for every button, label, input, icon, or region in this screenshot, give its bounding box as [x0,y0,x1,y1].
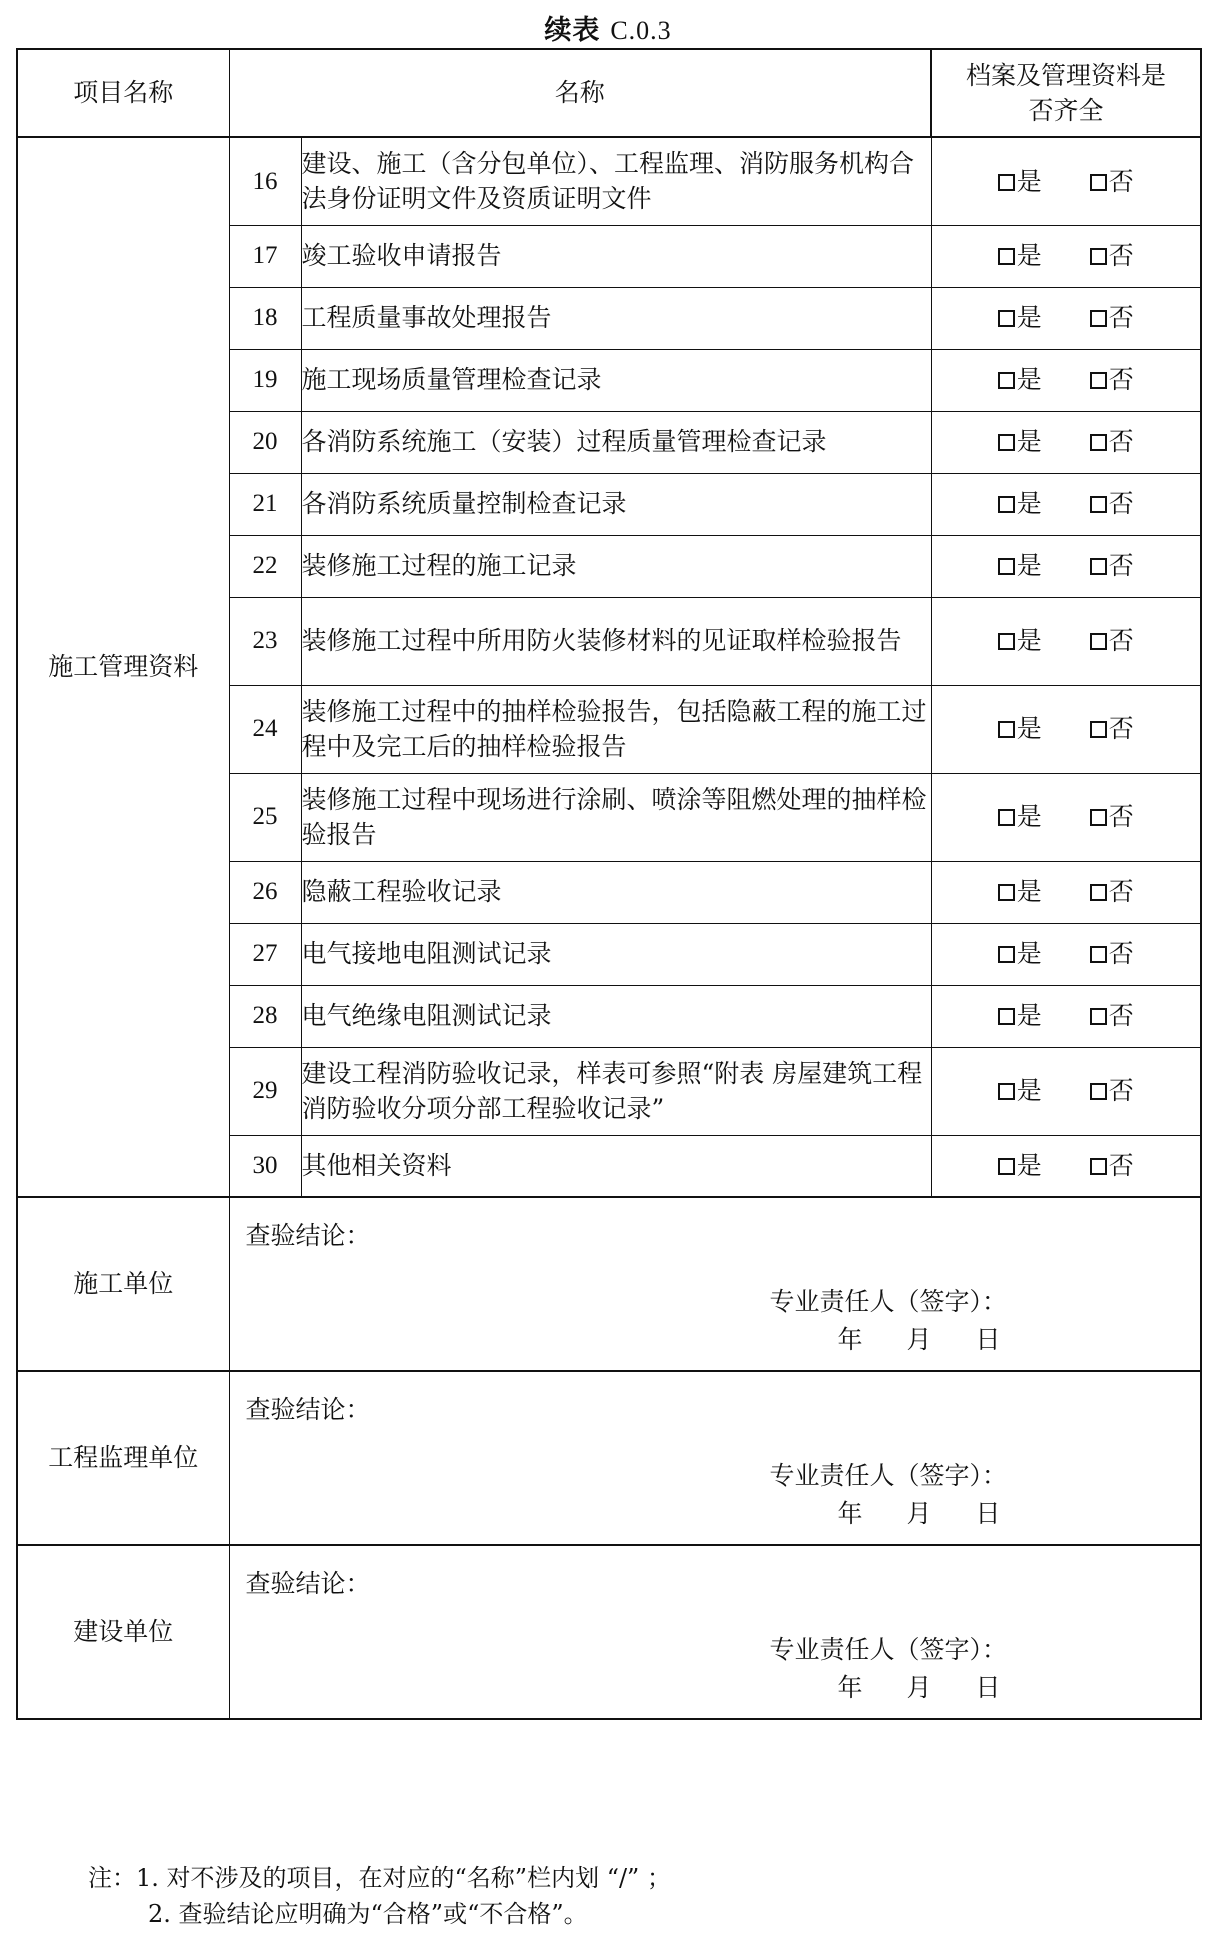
date-year: 年 [837,1673,863,1702]
row-number: 20 [229,411,301,473]
checkbox-yes[interactable] [998,248,1015,265]
option-yes-label: 是 [1016,241,1042,271]
date-month: 月 [906,1325,932,1354]
option-no[interactable] [1090,1148,1134,1184]
option-no-label: 否 [1108,489,1134,519]
checkbox-yes[interactable] [998,558,1015,575]
row-name: 电气绝缘电阻测试记录 [301,985,931,1047]
row-check-cell [931,535,1201,597]
option-yes-label: 是 [1016,626,1042,656]
row-name: 电气接地电阻测试记录 [301,923,931,985]
header-project: 项目名称 [17,49,229,137]
checkbox-yes[interactable] [998,372,1015,389]
signoff-row [17,1371,1201,1545]
option-no[interactable] [1090,362,1134,398]
date-month: 月 [906,1499,932,1528]
option-yes-label: 是 [1016,427,1042,457]
checkbox-no[interactable] [1090,809,1107,826]
option-no[interactable] [1090,874,1134,910]
signoff-unit: 建设单位 [17,1545,229,1719]
row-check-cell [931,685,1201,773]
date-day: 日 [975,1499,1001,1528]
note-1: 注：1. 对不涉及的项目，在对应的“名称”栏内划 “/” ； [88,1864,671,1892]
date-line [838,1322,1045,1358]
row-check-cell [931,597,1201,685]
row-name: 各消防系统施工（安装）过程质量管理检查记录 [301,411,931,473]
row-number: 28 [229,985,301,1047]
option-yes-label: 是 [1016,714,1042,744]
table-row [17,137,1201,225]
option-no[interactable] [1090,936,1134,972]
option-yes-label: 是 [1016,166,1042,196]
row-number: 22 [229,535,301,597]
date-day: 日 [975,1325,1001,1354]
signoff-area[interactable] [229,1545,1201,1719]
checkbox-no[interactable] [1090,496,1107,513]
row-name: 建设工程消防验收记录，样表可参照“附表 房屋建筑工程消防验收分项分部工程验收记录” [301,1047,931,1135]
checkbox-yes[interactable] [998,1158,1015,1175]
checkbox-yes[interactable] [998,174,1015,191]
header-complete: 档案及管理资料是否齐全 [931,49,1201,137]
option-yes[interactable] [998,1073,1042,1109]
option-yes[interactable] [998,362,1042,398]
option-yes-label: 是 [1016,489,1042,519]
row-number: 29 [229,1047,301,1135]
option-no[interactable] [1090,486,1134,522]
date-year: 年 [837,1499,863,1528]
row-name: 施工现场质量管理检查记录 [301,349,931,411]
option-yes-label: 是 [1016,877,1042,907]
checkbox-no[interactable] [1090,558,1107,575]
row-number: 26 [229,861,301,923]
row-check-cell [931,923,1201,985]
checkbox-yes[interactable] [998,496,1015,513]
option-no[interactable] [1090,164,1134,200]
row-number: 19 [229,349,301,411]
row-check-cell [931,473,1201,535]
signer-label: 专业责任人（签字）： [769,1635,1008,1664]
row-number: 23 [229,597,301,685]
option-no-label: 否 [1108,551,1134,581]
option-no-label: 否 [1108,427,1134,457]
row-check-cell [931,985,1201,1047]
option-yes-label: 是 [1016,939,1042,969]
checkbox-yes[interactable] [998,721,1015,738]
signer-label: 专业责任人（签字）： [769,1461,1008,1490]
checkbox-yes[interactable] [998,434,1015,451]
row-check-cell [931,225,1201,287]
checkbox-no[interactable] [1090,372,1107,389]
table-title [0,8,1216,47]
option-no[interactable] [1090,238,1134,274]
title-number: C.0.3 [610,16,672,45]
checkbox-no[interactable] [1090,946,1107,963]
checkbox-yes[interactable] [998,310,1015,327]
signoff-unit: 施工单位 [17,1197,229,1371]
option-yes[interactable] [998,486,1042,522]
checklist-table [16,48,1202,1720]
checkbox-no[interactable] [1090,884,1107,901]
option-no-label: 否 [1108,877,1134,907]
option-yes[interactable] [998,1148,1042,1184]
option-no[interactable] [1090,711,1134,747]
checkbox-yes[interactable] [998,884,1015,901]
note-2: 2. 查验结论应明确为“合格”或“不合格”。 [148,1900,588,1928]
option-no[interactable] [1090,424,1134,460]
checkbox-no[interactable] [1090,633,1107,650]
row-name: 建设、施工（含分包单位）、工程监理、消防服务机构合法身份证明文件及资质证明文件 [301,137,931,225]
option-yes[interactable] [998,548,1042,584]
row-check-cell [931,1135,1201,1197]
option-yes[interactable] [998,623,1042,659]
conclusion-label: 查验结论： [245,1569,371,1598]
option-yes-label: 是 [1016,802,1042,832]
option-yes[interactable] [998,300,1042,336]
date-month: 月 [906,1673,932,1702]
row-number: 16 [229,137,301,225]
row-check-cell [931,1047,1201,1135]
option-no-label: 否 [1108,1076,1134,1106]
row-number: 18 [229,287,301,349]
option-no-label: 否 [1108,303,1134,333]
date-line [838,1670,1045,1706]
option-no-label: 否 [1108,241,1134,271]
checkbox-yes[interactable] [998,1008,1015,1025]
notes [88,1860,671,1932]
checkbox-yes[interactable] [998,946,1015,963]
option-no-label: 否 [1108,1001,1134,1031]
row-check-cell [931,773,1201,861]
row-check-cell [931,861,1201,923]
option-yes-label: 是 [1016,551,1042,581]
row-number: 21 [229,473,301,535]
row-name: 装修施工过程中的抽样检验报告，包括隐蔽工程的施工过程中及完工后的抽样检验报告 [301,685,931,773]
option-yes-label: 是 [1016,1076,1042,1106]
checkbox-no[interactable] [1090,721,1107,738]
checkbox-no[interactable] [1090,434,1107,451]
signoff-row [17,1197,1201,1371]
option-no[interactable] [1090,548,1134,584]
row-check-cell [931,411,1201,473]
option-yes-label: 是 [1016,1001,1042,1031]
option-yes-label: 是 [1016,303,1042,333]
option-no-label: 否 [1108,166,1134,196]
signer-label: 专业责任人（签字）： [769,1287,1008,1316]
row-name: 装修施工过程中所用防火装修材料的见证取样检验报告 [301,597,931,685]
option-no-label: 否 [1108,714,1134,744]
checkbox-yes[interactable] [998,1083,1015,1100]
option-yes[interactable] [998,799,1042,835]
option-no[interactable] [1090,799,1134,835]
row-name: 其他相关资料 [301,1135,931,1197]
checkbox-no[interactable] [1090,310,1107,327]
option-no-label: 否 [1108,626,1134,656]
option-no-label: 否 [1108,802,1134,832]
option-yes-label: 是 [1016,365,1042,395]
option-yes[interactable] [998,424,1042,460]
checkbox-yes[interactable] [998,809,1015,826]
row-name: 装修施工过程中现场进行涂刷、喷涂等阻燃处理的抽样检验报告 [301,773,931,861]
option-no[interactable] [1090,998,1134,1034]
row-name: 各消防系统质量控制检查记录 [301,473,931,535]
title-label: 续表 [544,15,601,46]
signoff-unit: 工程监理单位 [17,1371,229,1545]
signoff-area[interactable] [229,1371,1201,1545]
date-day: 日 [975,1673,1001,1702]
checkbox-yes[interactable] [998,633,1015,650]
checkbox-no[interactable] [1090,248,1107,265]
header-name: 名称 [229,49,931,137]
option-yes[interactable] [998,238,1042,274]
row-number: 27 [229,923,301,985]
date-line [838,1496,1045,1532]
row-number: 25 [229,773,301,861]
row-check-cell [931,287,1201,349]
option-yes[interactable] [998,164,1042,200]
checkbox-no[interactable] [1090,1158,1107,1175]
row-check-cell [931,349,1201,411]
option-no[interactable] [1090,300,1134,336]
option-yes[interactable] [998,874,1042,910]
row-name: 隐蔽工程验收记录 [301,861,931,923]
option-yes[interactable] [998,711,1042,747]
conclusion-label: 查验结论： [245,1395,371,1424]
row-check-cell [931,137,1201,225]
row-number: 30 [229,1135,301,1197]
category-cell: 施工管理资料 [17,137,229,1197]
option-yes[interactable] [998,998,1042,1034]
header-row [17,49,1201,137]
option-no-label: 否 [1108,939,1134,969]
checkbox-no[interactable] [1090,1083,1107,1100]
option-no-label: 否 [1108,365,1134,395]
option-yes-label: 是 [1016,1151,1042,1180]
signoff-area[interactable] [229,1197,1201,1371]
checkbox-no[interactable] [1090,174,1107,191]
row-number: 24 [229,685,301,773]
row-number: 17 [229,225,301,287]
conclusion-label: 查验结论： [245,1221,371,1250]
row-name: 装修施工过程的施工记录 [301,535,931,597]
option-no[interactable] [1090,1073,1134,1109]
date-year: 年 [837,1325,863,1354]
row-name: 竣工验收申请报告 [301,225,931,287]
signoff-row [17,1545,1201,1719]
checkbox-no[interactable] [1090,1008,1107,1025]
option-yes[interactable] [998,936,1042,972]
row-name: 工程质量事故处理报告 [301,287,931,349]
option-no[interactable] [1090,623,1134,659]
option-no-label: 否 [1108,1151,1134,1180]
